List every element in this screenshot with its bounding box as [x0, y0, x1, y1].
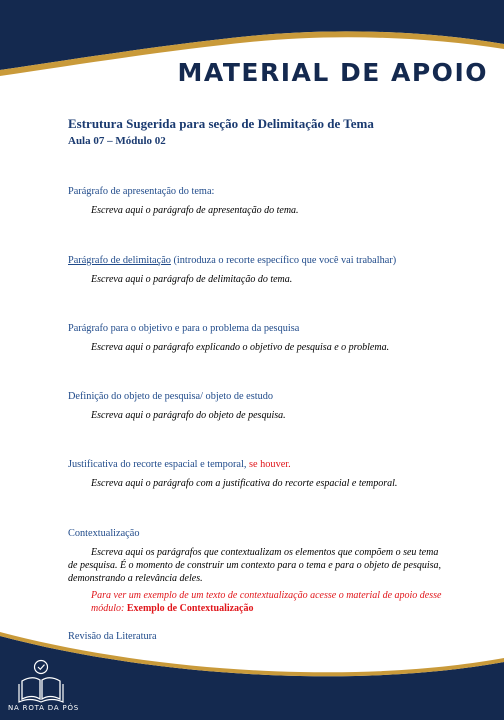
section-body: Escreva aqui o parágrafo de apresentação do tema.	[91, 205, 299, 216]
example-link[interactable]: Exemplo de Contextualização	[126, 603, 254, 614]
section-heading-note: se houver.	[246, 459, 291, 470]
section-heading-main: Justificativa do recorte espacial e temporal,	[68, 459, 247, 470]
section-body: Escreva aqui o parágrafo explicando o objetivo de pesquisa e o problema.	[91, 342, 390, 353]
book-logo-icon	[8, 655, 74, 705]
section-objeto	[68, 390, 448, 422]
section-body: Escreva aqui o parágrafo do objeto de pesquisa.	[91, 410, 286, 421]
section-heading: Contextualização	[68, 528, 140, 539]
section-body: Escreva aqui os parágrafos que contextualizam os elementos que compõem o seu tema de pesquisa. É o momento de construir um contexto para o tema e para o objeto de pesquisa, demonstrando a relevância deles.	[68, 547, 442, 584]
section-heading: Parágrafo de apresentação do tema:	[68, 186, 215, 197]
section-heading: Definição do objeto de pesquisa/ objeto de estudo	[68, 391, 274, 402]
section-contexto	[68, 527, 448, 615]
section-heading-underlined: Parágrafo de delimitação	[68, 255, 171, 266]
section-heading-rest: (introduza o recorte específico que você vai trabalhar)	[170, 255, 397, 266]
section-heading	[68, 458, 448, 471]
section-note-text: Para ver um exemplo de um texto de contextualização acesse o material de apoio desse módulo:	[91, 590, 442, 614]
logo-text: NA ROTA DA PÓS	[8, 704, 80, 712]
section-heading: Revisão da Literatura	[68, 631, 157, 642]
section-body: Escreva aqui o parágrafo de delimitação do tema.	[91, 274, 293, 285]
document-subtitle: Aula 07 – Módulo 02	[68, 135, 166, 147]
section-justificativa	[68, 458, 448, 490]
section-apresentacao	[68, 185, 448, 217]
banner-title: MATERIAL DE APOIO	[177, 58, 488, 87]
section-heading: Parágrafo para o objetivo e para o problema da pesquisa	[68, 323, 300, 334]
section-delimitacao	[68, 254, 448, 286]
logo	[8, 655, 80, 715]
section-heading	[68, 254, 448, 267]
section-body: Escreva aqui o parágrafo com a justificativa do recorte espacial e temporal.	[91, 478, 398, 489]
section-objetivo	[68, 322, 448, 354]
document-title: Estrutura Sugerida para seção de Delimitação de Tema	[68, 116, 374, 131]
header-banner	[0, 0, 504, 108]
